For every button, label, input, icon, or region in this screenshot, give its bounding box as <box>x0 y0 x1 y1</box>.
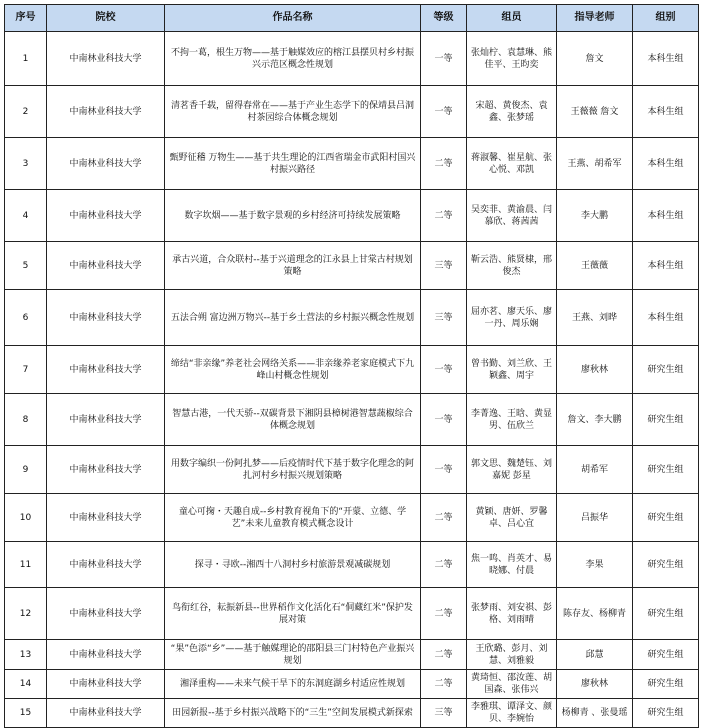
header-title: 作品名称 <box>165 5 421 32</box>
row-members: 李雅琪、谭泽文、颜贝、李婉怡 <box>467 699 557 728</box>
row-school: 中南林业科技大学 <box>47 346 165 394</box>
row-title: 承古兴道，合众联村--基于兴道理念的江永县上甘棠古村规划策略 <box>165 242 421 290</box>
header-members: 组员 <box>467 5 557 32</box>
row-index: 2 <box>5 86 47 138</box>
row-index: 9 <box>5 446 47 494</box>
row-advisor: 李果 <box>557 542 633 588</box>
row-group: 研究生组 <box>633 670 699 699</box>
row-school: 中南林业科技大学 <box>47 670 165 699</box>
row-members: 吴奕菲、黄渝晨、闫慕欣、蒋茜茜 <box>467 190 557 242</box>
row-index: 10 <box>5 494 47 542</box>
row-advisor: 王燕、胡希军 <box>557 138 633 190</box>
header-level: 等级 <box>421 5 467 32</box>
table-row <box>5 190 699 242</box>
row-index: 12 <box>5 588 47 640</box>
row-index: 8 <box>5 394 47 446</box>
table-row <box>5 588 699 640</box>
row-index: 5 <box>5 242 47 290</box>
row-title: 智慧古港，一代天骄--双碳背景下湘阴县樟树港智慧蔬椒综合体概念规划 <box>165 394 421 446</box>
row-advisor: 詹文 <box>557 32 633 86</box>
row-level: 二等 <box>421 494 467 542</box>
row-index: 1 <box>5 32 47 86</box>
row-title: 清茗香千载，留得春常在——基于产业生态学下的保靖县吕洞村茶园综合体概念规划 <box>165 86 421 138</box>
row-group: 本科生组 <box>633 32 699 86</box>
row-title: 湘泽重构——未来气候干旱下的东洞庭湖乡村适应性规划 <box>165 670 421 699</box>
row-advisor: 王燕、刘晔 <box>557 290 633 346</box>
table-row <box>5 32 699 86</box>
row-level: 一等 <box>421 394 467 446</box>
row-members: 蒋淑馨、崔星航、张心悦、邓凯 <box>467 138 557 190</box>
row-group: 研究生组 <box>633 542 699 588</box>
row-index: 14 <box>5 670 47 699</box>
table-row <box>5 494 699 542</box>
row-title: 童心可掬・天趣自成--乡村教育视角下的“开蒙、立德、学艺”未来儿童教育模式概念设计 <box>165 494 421 542</box>
row-members: 李菁逸、王晗、黄显男、伍欣兰 <box>467 394 557 446</box>
row-level: 二等 <box>421 588 467 640</box>
row-school: 中南林业科技大学 <box>47 32 165 86</box>
row-group: 研究生组 <box>633 346 699 394</box>
row-advisor: 王薇薇 <box>557 242 633 290</box>
row-school: 中南林业科技大学 <box>47 699 165 728</box>
row-members: 黄颖、唐妍、罗馨卓、吕心宜 <box>467 494 557 542</box>
row-members: 张灿柠、袁慧琳、熊佳平、王昀奕 <box>467 32 557 86</box>
header-group: 组别 <box>633 5 699 32</box>
row-advisor: 李大鹏 <box>557 190 633 242</box>
header-index: 序号 <box>5 5 47 32</box>
row-level: 二等 <box>421 190 467 242</box>
row-members: 黄琦恒、邵汝莲、胡国森、张伟兴 <box>467 670 557 699</box>
row-advisor: 胡希军 <box>557 446 633 494</box>
row-title: 五法合朔 富边洲万物兴--基于乡土营法的乡村振兴概念性规划 <box>165 290 421 346</box>
row-members: 张梦雨、刘安祺、彭格、刘雨晴 <box>467 588 557 640</box>
row-members: 曾书勤、刘兰欣、王颖鑫、周宇 <box>467 346 557 394</box>
row-index: 7 <box>5 346 47 394</box>
row-group: 本科生组 <box>633 138 699 190</box>
row-group: 研究生组 <box>633 446 699 494</box>
row-level: 一等 <box>421 346 467 394</box>
row-advisor: 邱慧 <box>557 640 633 670</box>
row-level: 三等 <box>421 242 467 290</box>
row-title: 探寻・寻欧--湘西十八洞村乡村旅游景观减碳规划 <box>165 542 421 588</box>
row-advisor: 陈存友、杨柳青 <box>557 588 633 640</box>
row-index: 13 <box>5 640 47 670</box>
row-school: 中南林业科技大学 <box>47 588 165 640</box>
row-members: 郭文思、魏楚钰、刘嘉妮 彭星 <box>467 446 557 494</box>
row-school: 中南林业科技大学 <box>47 86 165 138</box>
row-group: 本科生组 <box>633 86 699 138</box>
row-school: 中南林业科技大学 <box>47 542 165 588</box>
header-row <box>5 5 699 32</box>
table-row <box>5 86 699 138</box>
row-level: 二等 <box>421 640 467 670</box>
row-title: 数字坎烟——基于数字景观的乡村经济可持续发展策略 <box>165 190 421 242</box>
row-school: 中南林业科技大学 <box>47 190 165 242</box>
row-members: 屈亦茗、廖天乐、廖一丹、周乐娴 <box>467 290 557 346</box>
row-index: 15 <box>5 699 47 728</box>
row-group: 研究生组 <box>633 394 699 446</box>
row-title: 甄野征稽 万物生——基于共生理论的江西省瑞金市武阳村国兴村振兴路径 <box>165 138 421 190</box>
row-level: 一等 <box>421 446 467 494</box>
table-row <box>5 394 699 446</box>
table-row <box>5 242 699 290</box>
row-index: 3 <box>5 138 47 190</box>
row-title: 缔结“非亲缘”养老社会网络关系——非亲缘养老家庭模式下九峰山村概念性规划 <box>165 346 421 394</box>
row-school: 中南林业科技大学 <box>47 640 165 670</box>
row-school: 中南林业科技大学 <box>47 290 165 346</box>
table-body <box>5 32 699 728</box>
table-row <box>5 542 699 588</box>
row-title: “果”色添“乡”——基于触媒理论的邵阳县三门村特色产业振兴规划 <box>165 640 421 670</box>
table-row <box>5 290 699 346</box>
row-title: 田园新报--基于乡村振兴战略下的“三生”空间发展模式新探索 <box>165 699 421 728</box>
row-members: 王欣璐、彭月、刘慧、刘雅毅 <box>467 640 557 670</box>
table-row <box>5 670 699 699</box>
row-level: 二等 <box>421 138 467 190</box>
row-group: 本科生组 <box>633 190 699 242</box>
row-level: 二等 <box>421 670 467 699</box>
row-title: 不拘一葛，根生万物——基于触媒效应的榕江县摆贝村乡村振兴示范区概念性规划 <box>165 32 421 86</box>
row-group: 研究生组 <box>633 640 699 670</box>
row-title: 鸟衔红谷，耘振新县--世界稻作文化活化石“侗藏红米”保护发展对策 <box>165 588 421 640</box>
header-advisor: 指导老师 <box>557 5 633 32</box>
row-school: 中南林业科技大学 <box>47 138 165 190</box>
row-advisor: 杨柳青 、张曼瑶 <box>557 699 633 728</box>
row-members: 宋超、黄俊杰、袁鑫、张梦瑶 <box>467 86 557 138</box>
table-row <box>5 699 699 728</box>
header-school: 院校 <box>47 5 165 32</box>
row-school: 中南林业科技大学 <box>47 494 165 542</box>
row-group: 本科生组 <box>633 242 699 290</box>
row-advisor: 廖秋林 <box>557 670 633 699</box>
row-index: 6 <box>5 290 47 346</box>
row-advisor: 王薇薇 詹文 <box>557 86 633 138</box>
row-index: 4 <box>5 190 47 242</box>
row-school: 中南林业科技大学 <box>47 446 165 494</box>
row-level: 三等 <box>421 290 467 346</box>
row-level: 一等 <box>421 86 467 138</box>
row-school: 中南林业科技大学 <box>47 394 165 446</box>
row-group: 研究生组 <box>633 699 699 728</box>
table-row <box>5 446 699 494</box>
row-group: 本科生组 <box>633 290 699 346</box>
row-title: 用数字编织一份阿扎梦——后疫情时代下基于数字化理念的阿扎河村乡村振兴规划策略 <box>165 446 421 494</box>
table-row <box>5 138 699 190</box>
table-row <box>5 640 699 670</box>
row-level: 三等 <box>421 699 467 728</box>
table-row <box>5 346 699 394</box>
row-level: 一等 <box>421 32 467 86</box>
row-members: 靳云浩、熊贤棣，邢俊杰 <box>467 242 557 290</box>
row-group: 研究生组 <box>633 588 699 640</box>
row-level: 二等 <box>421 542 467 588</box>
row-members: 焦一鸣、肖英才、易晓娜、付晨 <box>467 542 557 588</box>
row-school: 中南林业科技大学 <box>47 242 165 290</box>
row-advisor: 詹文、李大鹏 <box>557 394 633 446</box>
row-advisor: 吕振华 <box>557 494 633 542</box>
row-index: 11 <box>5 542 47 588</box>
row-advisor: 廖秋林 <box>557 346 633 394</box>
row-group: 研究生组 <box>633 494 699 542</box>
award-table <box>4 4 699 728</box>
